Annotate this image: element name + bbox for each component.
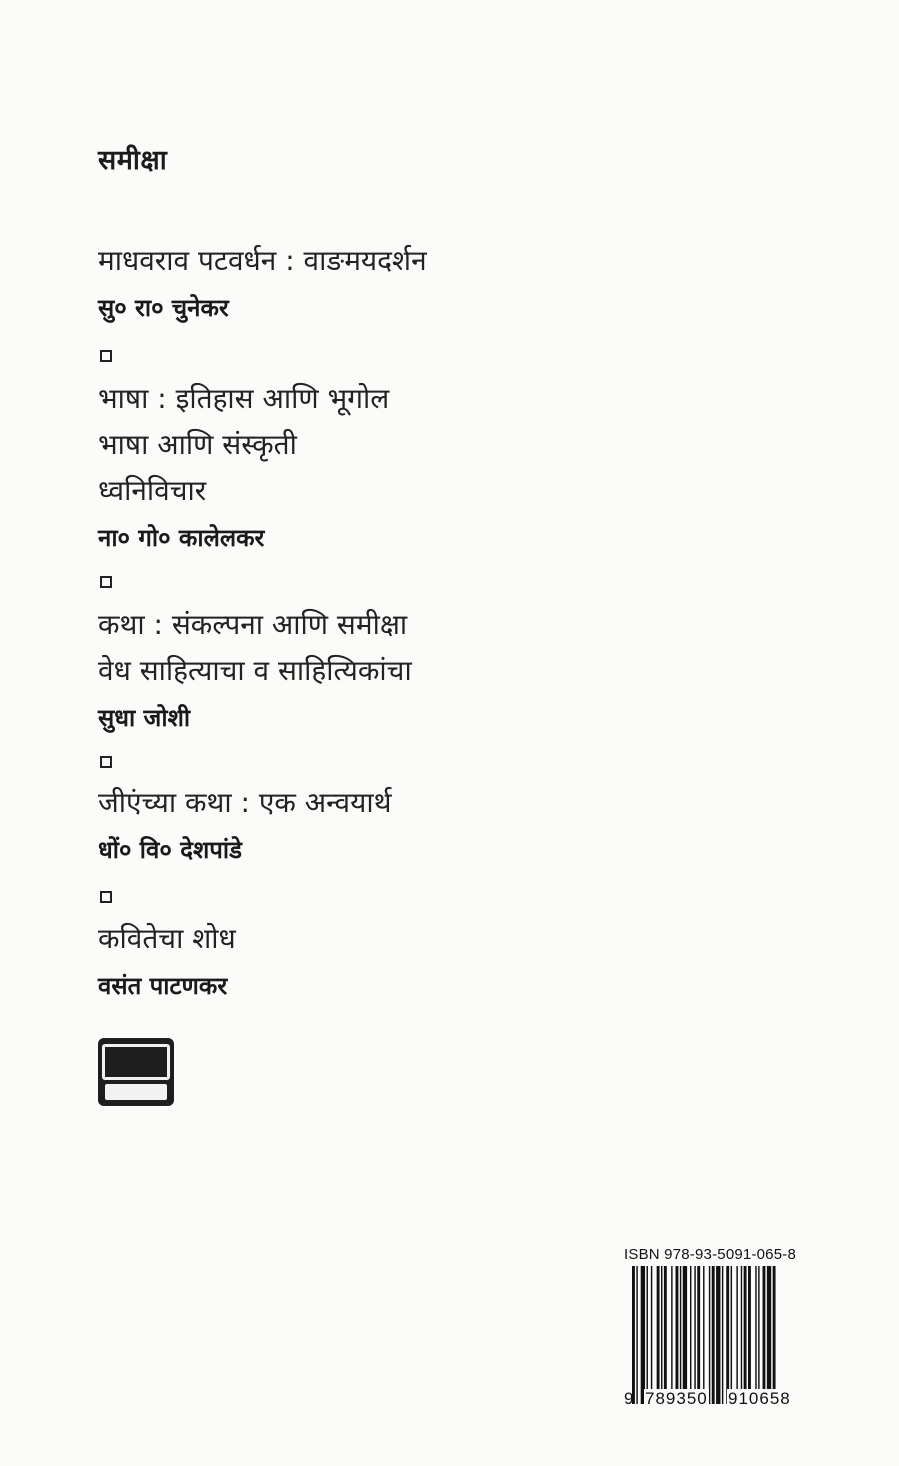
barcode-bar bbox=[664, 1266, 667, 1404]
barcode-bar bbox=[676, 1266, 679, 1404]
barcode-bar bbox=[641, 1266, 645, 1404]
barcode-bar bbox=[712, 1266, 715, 1404]
barcode-bar bbox=[680, 1266, 681, 1404]
barcode-bar bbox=[763, 1266, 766, 1404]
book-title: ध्वनिविचार bbox=[98, 474, 207, 507]
barcode-bar bbox=[731, 1266, 732, 1404]
author-name: ना० गो० कालेलकर bbox=[98, 524, 265, 552]
book-group-4 bbox=[98, 780, 391, 870]
book-title: भाषा आणि संस्कृती bbox=[98, 428, 297, 461]
separator-square bbox=[100, 891, 112, 903]
isbn-label: ISBN 978-93-5091-065-8 bbox=[624, 1246, 797, 1263]
barcode-bar bbox=[755, 1266, 756, 1404]
author-name: सु० रा० चुनेकर bbox=[98, 294, 229, 322]
ean-group-left: 789350 bbox=[645, 1389, 708, 1408]
barcode-bar bbox=[722, 1266, 723, 1404]
separator-square bbox=[100, 576, 112, 588]
book-title: माधवराव पटवर्धन : वाङमयदर्शन bbox=[98, 244, 427, 277]
book-title: कवितेचा शोध bbox=[98, 922, 236, 955]
book-title: भाषा : इतिहास आणि भूगोल bbox=[98, 382, 390, 415]
barcode-bar bbox=[697, 1266, 700, 1404]
barcode-bar bbox=[716, 1266, 720, 1404]
barcode-bar bbox=[744, 1266, 747, 1404]
book-title: कथा : संकल्पना आणि समीक्षा bbox=[98, 608, 408, 641]
book-title: वेध साहित्याचा व साहित्यिकांचा bbox=[98, 654, 412, 687]
barcode-bar bbox=[773, 1266, 776, 1404]
publisher-logo bbox=[98, 1038, 174, 1106]
barcode-bar bbox=[726, 1266, 729, 1404]
barcode-bar bbox=[758, 1266, 759, 1404]
barcode-bar bbox=[703, 1266, 704, 1404]
barcode-bar bbox=[694, 1266, 695, 1404]
book-group-2 bbox=[98, 376, 389, 558]
barcode-bar bbox=[661, 1266, 662, 1404]
barcode-bar bbox=[657, 1266, 660, 1404]
author-name: धों० वि० देशपांडे bbox=[98, 836, 242, 864]
logo-mark bbox=[102, 1044, 170, 1080]
separator-square bbox=[100, 350, 112, 362]
separator-square bbox=[100, 756, 112, 768]
barcode-bar bbox=[736, 1266, 737, 1404]
book-group-3 bbox=[98, 602, 412, 738]
book-title: जीएंच्या कथा : एक अन्वयार्थ bbox=[98, 786, 392, 819]
author-name: सुधा जोशी bbox=[98, 704, 191, 732]
barcode-bar bbox=[767, 1266, 771, 1404]
barcode-bar bbox=[632, 1266, 635, 1404]
barcode-bar bbox=[671, 1266, 672, 1404]
barcode-bar bbox=[683, 1266, 687, 1404]
barcode-bar bbox=[647, 1266, 648, 1404]
section-heading: समीक्षा bbox=[98, 145, 168, 176]
barcode-bar bbox=[690, 1266, 691, 1404]
barcode-bar bbox=[709, 1266, 710, 1404]
logo-band bbox=[105, 1084, 167, 1100]
author-name: वसंत पाटणकर bbox=[98, 972, 228, 1000]
ean-lead-digit: 9 bbox=[624, 1389, 634, 1408]
book-group-1 bbox=[98, 238, 427, 328]
barcode-bar bbox=[636, 1266, 637, 1404]
barcode-bar bbox=[748, 1266, 751, 1404]
barcode-bar bbox=[651, 1266, 652, 1404]
barcode-icon bbox=[632, 1266, 810, 1404]
book-group-5 bbox=[98, 916, 236, 1006]
barcode-bar bbox=[741, 1266, 742, 1404]
isbn-block bbox=[624, 1246, 814, 1263]
ean-group-right: 910658 bbox=[728, 1389, 791, 1408]
